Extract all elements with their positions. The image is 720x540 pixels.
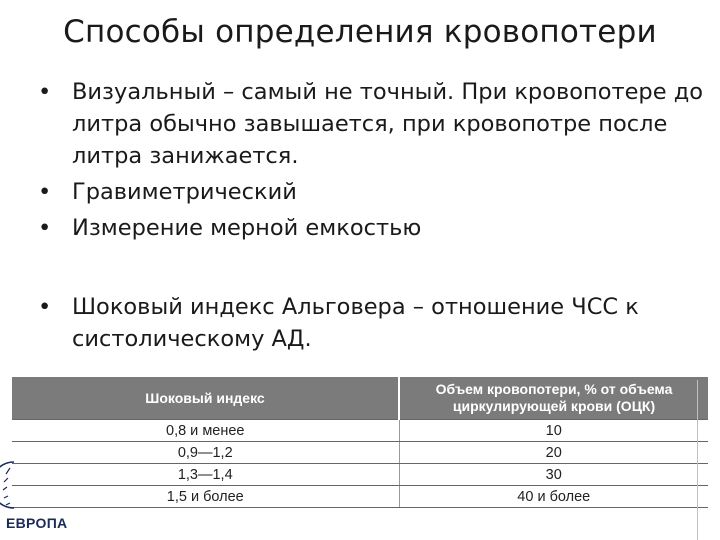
bullet-item-shock-index: [38, 291, 708, 355]
bullet-icon: •: [38, 79, 52, 105]
bullet-text: Визуальный – самый не точный. При кровопотере до литра обычно завышается, при кровопотре после литра занижается.: [72, 79, 704, 169]
bullet-list: [38, 76, 708, 355]
logo-text: ЕВРОПА: [6, 515, 68, 531]
bullet-item-gravimetric: [38, 176, 708, 208]
bullet-text: Измерение мерной емкостью: [72, 215, 422, 241]
bullet-icon: •: [38, 215, 52, 241]
bullet-text: Гравиметрический: [72, 179, 297, 205]
table-row: [12, 464, 708, 486]
table-cell: 1,5 и более: [12, 486, 399, 508]
bullet-icon: •: [38, 179, 52, 205]
table-cell: 0,8 и менее: [12, 420, 399, 442]
table-header-row: [12, 377, 708, 420]
table-cell: 1,3—1,4: [12, 464, 399, 486]
bullet-text: Шоковый индекс Альговера – отношение ЧСС к систолическому АД.: [72, 294, 639, 352]
column-header-blood-loss: Объем кровопотери, % от объема циркулирующей крови (ОЦК): [399, 377, 708, 420]
bullet-icon: •: [38, 294, 52, 320]
table: [12, 377, 708, 508]
edge-divider: [697, 380, 698, 540]
table-cell: 20: [399, 442, 708, 464]
bullet-item-measuring: [38, 212, 708, 244]
table-cell: 0,9—1,2: [12, 442, 399, 464]
table-row: [12, 486, 708, 508]
table-cell: 10: [399, 420, 708, 442]
table-cell: 30: [399, 464, 708, 486]
table-row: [12, 442, 708, 464]
table-cell: 40 и более: [399, 486, 708, 508]
bullet-item-visual: [38, 76, 708, 172]
column-header-shock-index: Шоковый индекс: [12, 377, 399, 420]
seal-logo-icon: [0, 460, 16, 510]
slide-title: Способы определения кровопотери: [63, 14, 657, 50]
table-row: [12, 420, 708, 442]
shock-index-table: [12, 377, 708, 508]
